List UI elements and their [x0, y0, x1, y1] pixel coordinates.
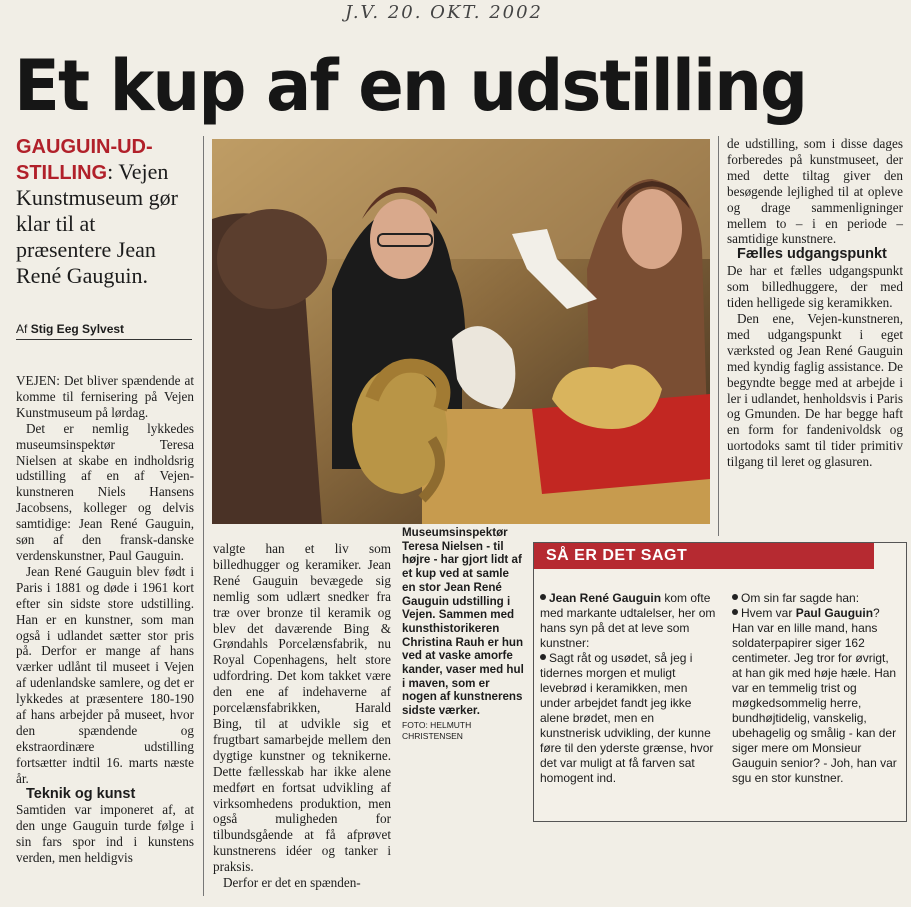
caption-text: Museumsinspektør Teresa Nielsen - til højre - har gjort lidt af et kup ved at samle en stor Jean René Gauguin udstilling i Vejen. Sammen med kunsthistorikeren Christina Rauh er hun ved at vaske amorfe kander, vaser med hul i maven, som er nogen af kunstnerens sidste værker. — [402, 526, 524, 718]
quote-question-name: Paul Gauguin — [795, 606, 874, 620]
paragraph: de udstilling, som i disse dages forberedes på kunstmuseet, der med dette tiltag giver den besøgende lejlighed til at opleve og drage sammenligninger mellem to – i en periode – samtidige kunstnere. — [727, 136, 903, 247]
quote-intro — [540, 591, 718, 651]
paragraph: valgte han et liv som billedhugger og keramiker. Jean René Gauguin bevægede sig nemlig som udlært snedker fra træ over bronze til keramik og blev det daværende Bing & Grøndahls Porcelænsfabrik, nu Royal Copenhagens, helt store udfordring. Det kom takket være den ene af indehaverne af porcelænsfabrikken, Harald Bing, til at udvikle sig et frugtbart samarbejde mellem den dygtige kunstner og teknikerne. Dette fællesskab har ikke alene medført en fortsat udvikling af virksomhedens produktion, men også muligheden for tilbundsgående at få afprøvet kunstnerens idéer og tanker i praksis. — [213, 541, 391, 875]
quote-question-suffix: ? — [873, 606, 880, 620]
quote-question-prefix: Hvem var — [741, 606, 796, 620]
paragraph: Det er nemlig lykkedes museumsinspektør Teresa Nielsen at skabe en indholdsrig udstilling af en af Vejen-kunstneren Niels Hansens Jacobsens, kolleger og delvis samtidige: Jean René Gauguin, søn af den fransk-danske verdenskunstner, Paul Gauguin. — [16, 420, 194, 563]
quote-box — [533, 542, 907, 822]
paragraph: Derfor er det en spænden- — [223, 875, 361, 891]
photo-museum-inspectors-with-ceramics — [212, 139, 710, 524]
article-column-4 — [727, 136, 903, 470]
bullet-icon — [732, 609, 738, 615]
quote-column-right — [732, 591, 898, 786]
quote-text — [540, 651, 718, 786]
photo-caption — [402, 526, 524, 742]
subheading-faelles-udgangspunkt: Fælles udgangspunkt — [737, 246, 887, 263]
deck-text: : Vejen Kunstmuseum gør klar til at præsentere Jean René Gauguin. — [16, 159, 178, 288]
quote-intro-text: kom ofte med markante udtalelser, her om hans syn på det at leve som kunstner: — [540, 591, 716, 650]
paragraph: VEJEN: Det bliver spændende at komme til fernisering på Vejen Kunstmuseum på lørdag. — [16, 373, 194, 420]
bullet-icon — [732, 594, 738, 600]
quote-column-left — [540, 591, 718, 786]
quote-box-title: SÅ ER DET SAGT — [534, 543, 874, 569]
byline — [16, 322, 192, 340]
paragraph: Jean René Gauguin blev født i Paris i 1881 og døde i 1961 kort efter sin sidste store udstilling. Han er en kunstner, som man også i udlandet sætter stor pris på. Derfor er mange af hans værker udlånt til museet i Vejen af udenlandske samlere, og det er lykkedes at præsentere 180-190 af hans arbejder på museet, hvor den spændende og ekstraordinære udstilling fortsætter indtil 16. marts næste år. — [16, 563, 194, 786]
handwritten-date-note: J.V. 20. OKT. 2002 — [345, 2, 543, 23]
photo-illustration — [212, 139, 710, 524]
quote-body: Sagt råt og usødet, så jeg i tidernes morgen et muligt levebrød i keramikken, men under arbejdet fandt jeg ikke alene brødet, men en kunstnerisk udvikling, der kunne føre til den yderste grænse, hvor det var muligt at få farven sat homogent ind. — [540, 651, 714, 785]
subheading-teknik-og-kunst: Teknik og kunst — [26, 785, 136, 802]
article-column-1 — [16, 373, 194, 866]
photo-credit: FOTO: HELMUTH CHRISTENSEN — [402, 719, 472, 741]
article-column-2 — [213, 541, 391, 891]
deck — [16, 136, 196, 289]
quote-answer: Han var en lille mand, hans soldaterpapirer siger 162 centimeter. Jeg tror for øvrigt, at han gik med høje hæle. Han var en temmelig trist og møgkedsommelig herre, bundhøjtidelig, vanskelig, ubehagelig og smålig - kan der siger mere om Monsieur Gauguin senior? - Joh, han var sgu en stor kunstner. — [732, 621, 897, 785]
paragraph: Samtiden var imponeret af, at den unge Gauguin turde følge i sin fars spor ind i kunstens verden, men heldigvis — [16, 802, 194, 866]
quote-question — [732, 606, 898, 621]
paragraph: Den ene, Vejen-kunstneren, med udgangspunkt i eget værksted og Jean René Gauguin med kyndig faglig assistance. De begyndte begge med at arbejde i ler i udlandet, henholdsvis i Paris og Gmunden. De har begge haft en form for fandenivoldsk og uortodoks samt til tider primitiv tilgang til leret og glasuren. — [727, 310, 903, 470]
byline-author: Stig Eeg Sylvest — [30, 322, 125, 336]
deck-kicker-line2: STILLING — [16, 162, 108, 184]
column-divider — [718, 136, 719, 536]
quote-question-intro-text: Om sin far sagde han: — [741, 591, 860, 605]
byline-prefix: Af — [16, 322, 28, 336]
column-divider — [203, 136, 204, 896]
deck-kicker-line1: GAUGUIN-UD- — [16, 136, 153, 158]
quote-speaker: Jean René Gauguin — [549, 591, 662, 605]
headline: Et kup af en udstilling — [14, 45, 807, 127]
bullet-icon — [540, 654, 546, 660]
quote-question-intro — [732, 591, 898, 606]
paragraph: De har et fælles udgangspunkt som billedhuggere, der med tiden helligede sig keramikken. — [727, 263, 903, 311]
bullet-icon — [540, 594, 546, 600]
